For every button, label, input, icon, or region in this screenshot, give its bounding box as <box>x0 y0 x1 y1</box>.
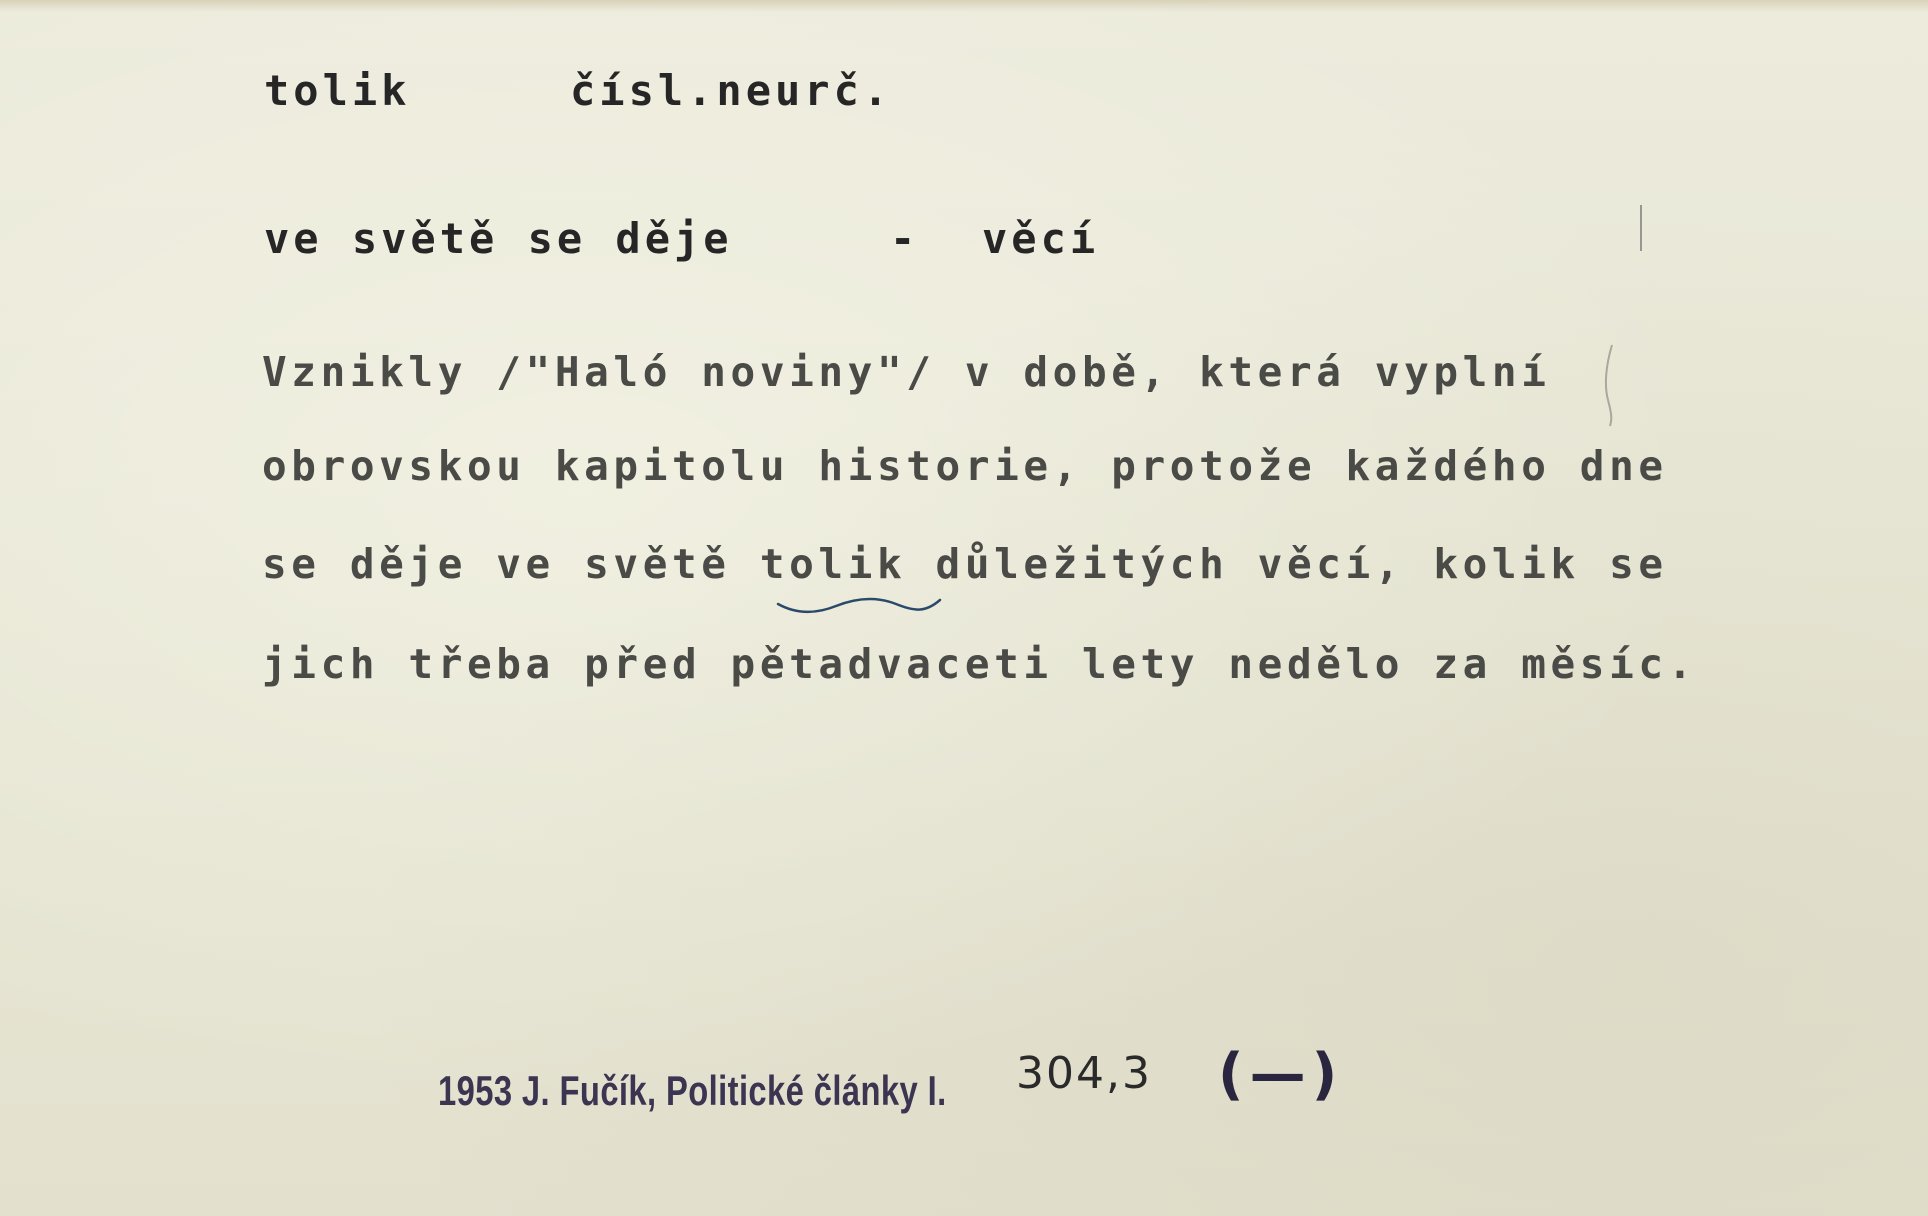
grammar-label: čísl.neurč. <box>570 66 893 115</box>
citation-line-1: Vznikly /"Haló noviny"/ v době, která vyplní <box>262 348 1551 396</box>
citation-line-3: se děje ve světě tolik důležitých věcí, kolik se <box>262 540 1668 588</box>
source-stamp: 1953 J. Fučík, Politické články I. <box>438 1067 947 1114</box>
collocation-phrase: ve světě se děje <box>264 214 733 263</box>
collocation-noun: věcí <box>982 214 1100 263</box>
collocation-dash: - <box>890 214 920 263</box>
citation-line-4: jich třeba před pětadvaceti lety nedělo za měsíc. <box>262 640 1697 688</box>
citation-line-2: obrovskou kapitolu historie, protože každého dne <box>262 442 1668 490</box>
card-top-edge <box>0 0 1928 12</box>
faint-tick-mark <box>1640 205 1642 251</box>
headword: tolik <box>264 66 411 115</box>
page-reference: 304,3 <box>1016 1048 1152 1099</box>
faint-edge-mark <box>1600 340 1620 430</box>
evaluation-mark: (—) <box>1218 1042 1344 1107</box>
underline-squiggle <box>776 590 942 618</box>
